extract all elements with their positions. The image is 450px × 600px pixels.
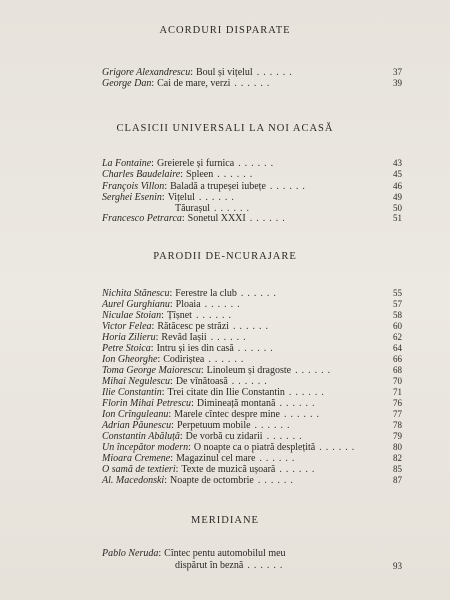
entry-author: Petre Stoica: [102, 343, 151, 354]
entry-page: 76: [393, 398, 402, 408]
entry-page: 50: [393, 203, 402, 213]
entry-title: O noapte ca o piatră desplețită: [193, 442, 316, 453]
entry-page: 66: [393, 354, 402, 364]
toc-entry: Tăurașul ...... 50: [175, 203, 402, 214]
entry-author: Victor Felea: [102, 321, 152, 332]
entry-page: 77: [393, 409, 402, 419]
entry-author: George Dan: [102, 78, 152, 89]
entry-author: Toma George Maiorescu: [102, 365, 201, 376]
toc-entry: Mioara Cremene : Magazinul cel mare ...... 82: [102, 453, 402, 464]
entry-page: 64: [393, 343, 402, 353]
entry-title: Sonetul XXXI: [187, 213, 246, 224]
entry-title: Boul și vițelul: [196, 67, 253, 78]
entry-page: 51: [393, 213, 402, 223]
entry-author: Charles Baudelaire: [102, 169, 181, 180]
toc-entry: Nichita Stănescu : Ferestre la club ...... 55: [102, 288, 402, 299]
entry-title: Dimineață montană: [196, 398, 276, 409]
entry-title: Cîntec pentu automobilul meu: [164, 548, 286, 559]
entry-author: Niculae Stoian: [102, 310, 162, 321]
entry-author: Serghei Esenin: [102, 192, 162, 203]
entry-title: De vînătoasă: [175, 376, 228, 387]
section-title: PARODII DE-NCURAJARE: [153, 251, 297, 262]
entry-page: 78: [393, 420, 402, 430]
entry-author: Ion Crînguleanu: [102, 409, 169, 420]
toc-entry: Ion Gheorghe : Codiriștea ...... 66: [102, 354, 402, 365]
toc-entry: Ilie Constantin : Trei citate din Ilie Constantin ...... 71: [102, 387, 402, 398]
entry-title: Perpetuum mobile: [176, 420, 251, 431]
entry-title: De vorbă cu zidarii: [185, 431, 263, 442]
toc-entry: O samă de textieri : Texte de muzică ușoară ...... 85: [102, 464, 402, 475]
entry-page: 71: [393, 387, 402, 397]
toc-entry: Toma George Maiorescu : Linoleum și dragoste ...... 68: [102, 365, 402, 376]
toc-entry: Al. Macedonski : Noapte de octombrie ...... 87: [102, 475, 402, 486]
toc-entry: Florin Mihai Petrescu : Dimineață montană ...... 76: [102, 398, 402, 409]
entry-author: Aurel Gurghianu: [102, 299, 170, 310]
entry-title: Rătăcesc pe străzi: [157, 321, 229, 332]
entry-title: Vițelul: [167, 192, 195, 203]
entry-title: Linoleum și dragoste: [206, 365, 292, 376]
entry-author: Grigore Alexandrescu: [102, 67, 191, 78]
entry-author: Un începător modern: [102, 442, 189, 453]
entry-title: Marele cîntec despre mine: [174, 409, 280, 420]
entry-title: Noapte de octombrie: [169, 475, 254, 486]
entry-title: Ploaia: [175, 299, 201, 310]
entry-author: O samă de textieri: [102, 464, 176, 475]
toc-entry: La Fontaine : Greierele și furnica ...... 43: [102, 158, 402, 169]
toc-entry: Aurel Gurghianu : Ploaia ...... 57: [102, 299, 402, 310]
entry-page: 57: [393, 299, 402, 309]
entry-page: 68: [393, 365, 402, 375]
entry-author: Constantin Abăluță: [102, 431, 180, 442]
entry-title: Spleen: [186, 169, 214, 180]
entry-title: Magazinul cel mare: [176, 453, 256, 464]
entry-title: Intru și ies din casă: [156, 343, 234, 354]
entry-title: Țîșnet: [166, 310, 192, 321]
toc-entry: Adrian Păunescu : Perpetuum mobile ...... 78: [102, 420, 402, 431]
entry-page: 60: [393, 321, 402, 331]
toc-entry: Niculae Stoian : Țîșnet ...... 58: [102, 310, 402, 321]
section-title: CLASICII UNIVERSALI LA NOI ACASĂ: [116, 123, 334, 134]
entry-title: Greierele și furnica: [156, 158, 235, 169]
toc-entry: Charles Baudelaire : Spleen ...... 45: [102, 169, 402, 180]
entry-page: 79: [393, 431, 402, 441]
entry-page: 55: [393, 288, 402, 298]
entry-page: 80: [393, 442, 402, 452]
entry-page: 70: [393, 376, 402, 386]
entry-author: La Fontaine: [102, 158, 152, 169]
toc-entry: Victor Felea : Rătăcesc pe străzi ...... 60: [102, 321, 402, 332]
toc-entry: Constantin Abăluță : De vorbă cu zidarii ...... 79: [102, 431, 402, 442]
toc-entry: Horia Zilieru : Revăd Iașii ...... 62: [102, 332, 402, 343]
entry-author: Ilie Constantin: [102, 387, 162, 398]
entry-title-continued: dispărut în beznă: [175, 560, 244, 571]
entry-author: Mihai Negulescu: [102, 376, 171, 387]
entry-author: Ion Gheorghe: [102, 354, 158, 365]
entry-author: Florin Mihai Petrescu: [102, 398, 192, 409]
toc-entry: Ion Crînguleanu : Marele cîntec despre mine ...... 77: [102, 409, 402, 420]
entry-page: 93: [393, 561, 402, 571]
entry-title: Codiriștea: [163, 354, 205, 365]
entry-page: 87: [393, 475, 402, 485]
entry-title: Trei citate din Ilie Constantin: [167, 387, 285, 398]
toc-entry: Francesco Petrarca : Sonetul XXXI ...... 51: [102, 213, 402, 224]
entry-title: Ferestre la club: [175, 288, 237, 299]
entry-title: Revăd Iașii: [161, 332, 207, 343]
entry-author: Francesco Petrarca: [102, 213, 182, 224]
toc-entry: George Dan : Cai de mare, verzi ...... 39: [102, 78, 402, 89]
entry-title: Baladă a trupeșei iubețe: [170, 181, 266, 192]
entry-title: Tăurașul: [175, 203, 210, 214]
section-title: MERIDIANE: [191, 515, 259, 526]
entry-author: Mioara Cremene: [102, 453, 171, 464]
toc-entry: Grigore Alexandrescu : Boul și vițelul ...... 37: [102, 67, 402, 78]
entry-page: 45: [393, 169, 402, 179]
entry-author: Horia Zilieru: [102, 332, 156, 343]
entry-author: Nichita Stănescu: [102, 288, 170, 299]
entry-page: 43: [393, 158, 402, 168]
toc-entry-continuation: dispărut în beznă ...... 93: [175, 560, 402, 571]
entry-title: Cai de mare, verzi: [157, 78, 231, 89]
entry-page: 37: [393, 67, 402, 77]
entry-page: 39: [393, 78, 402, 88]
entry-page: 58: [393, 310, 402, 320]
entry-page: 46: [393, 181, 402, 191]
entry-title: Texte de muzică ușoară: [181, 464, 276, 475]
section-title: ACORDURI DISPARATE: [159, 25, 291, 36]
entry-page: 85: [393, 464, 402, 474]
entry-page: 62: [393, 332, 402, 342]
entry-author: François Villon: [102, 181, 165, 192]
entry-author: Adrian Păunescu: [102, 420, 172, 431]
toc-entry: Pablo Neruda : Cîntec pentu automobilul meu: [102, 548, 286, 559]
entry-author: Pablo Neruda: [102, 548, 159, 559]
toc-entry: Serghei Esenin : Vițelul ...... 49: [102, 192, 402, 203]
entry-page: 49: [393, 192, 402, 202]
toc-entry: François Villon : Baladă a trupeșei iubețe ...... 46: [102, 181, 402, 192]
entry-author: Al. Macedonski: [102, 475, 165, 486]
toc-entry: Mihai Negulescu : De vînătoasă ...... 70: [102, 376, 402, 387]
toc-entry: Un începător modern : O noapte ca o piatră desplețită ...... 80: [102, 442, 402, 453]
entry-page: 82: [393, 453, 402, 463]
toc-entry: Petre Stoica : Intru și ies din casă ...... 64: [102, 343, 402, 354]
